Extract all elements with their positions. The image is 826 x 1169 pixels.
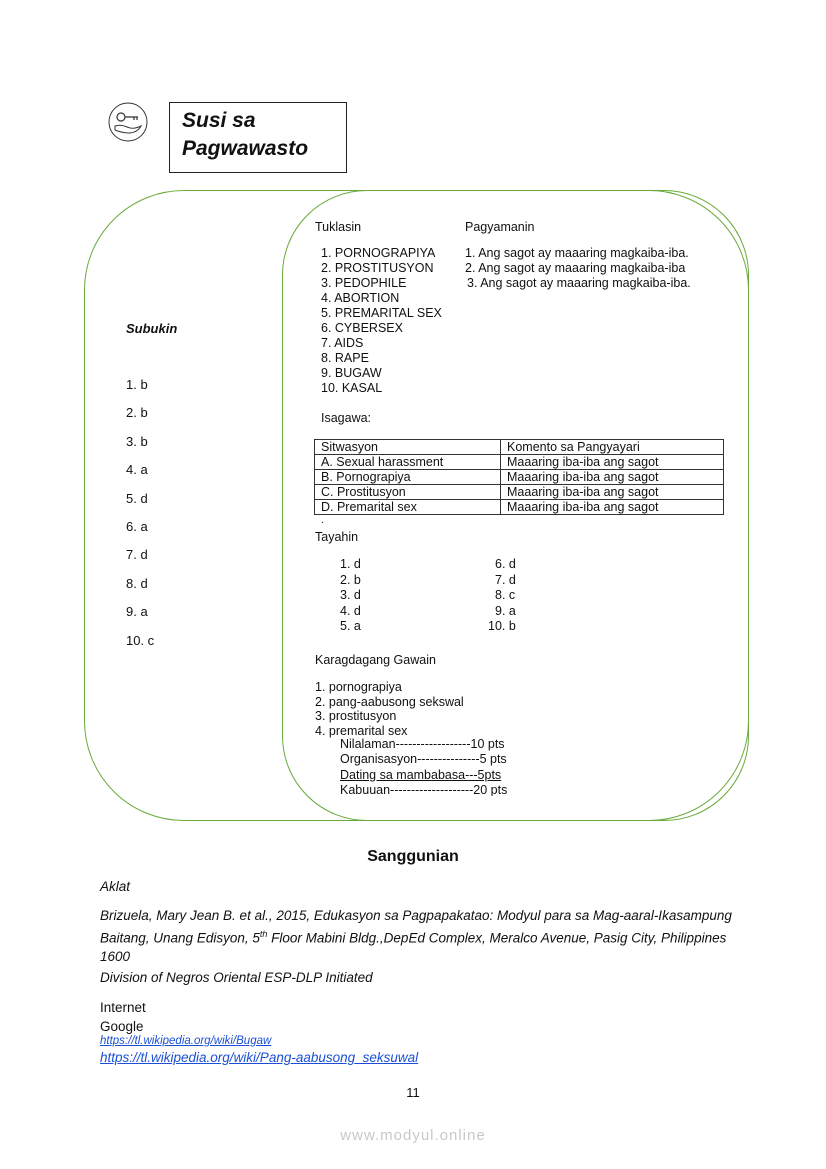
google-label: Google — [100, 1019, 144, 1034]
watermark: www.modyul.online — [340, 1127, 486, 1144]
table-cell: D. Premarital sex — [315, 500, 501, 515]
list-item: 2. PROSTITUSYON — [321, 261, 434, 275]
table-row — [315, 485, 724, 500]
rubric-line: Kabuuan--------------------20 pts — [340, 782, 508, 796]
table-cell: C. Prostitusyon — [315, 485, 501, 500]
pagyamanin-answers — [465, 246, 691, 291]
rubric-line: Organisasyon---------------5 pts — [340, 752, 507, 767]
list-item: 1. Ang sagot ay maaaring magkaiba-iba. — [465, 246, 689, 260]
tayahin-right-column — [488, 557, 516, 635]
list-item: 5. d — [126, 490, 148, 506]
table-cell: Maaaring iba-iba ang sagot — [501, 485, 724, 500]
citation-text: Floor Mabini Bldg.,DepEd Complex, Meralco Avenue, Pasig City, Philippines 1600 — [100, 930, 727, 964]
table-cell: Maaaring iba-iba ang sagot — [501, 470, 724, 485]
list-item: 5. a — [340, 619, 361, 634]
sanggunian-title: Sanggunian — [367, 848, 459, 865]
tuklasin-answers — [321, 246, 442, 396]
table-cell: Maaaring iba-iba ang sagot — [501, 455, 724, 470]
rubric-line: Dating sa mambabasa---5pts — [340, 767, 502, 782]
list-item: 9. a — [495, 603, 516, 618]
division-note: Division of Negros Oriental ESP-DLP Initiated — [100, 970, 373, 985]
book-citation — [100, 907, 740, 966]
list-item: 8. c — [495, 588, 516, 603]
list-item: 4. ABORTION — [321, 291, 400, 305]
internet-label: Internet — [100, 1000, 146, 1015]
isagawa-title: Isagawa: — [321, 411, 372, 425]
list-item: 1. b — [126, 377, 148, 392]
list-item: 1. PORNOGRAPIYA — [321, 246, 436, 260]
list-item: 3. PEDOPHILE — [321, 276, 407, 290]
page-title — [169, 102, 347, 173]
table-cell: A. Sexual harassment — [315, 455, 501, 470]
list-item: 10. KASAL — [321, 381, 383, 395]
column-header: Sitwasyon — [315, 440, 501, 455]
reference-link-pang-aabuso[interactable]: https://tl.wikipedia.org/wiki/Pang-aabusong_seksuwal — [100, 1050, 419, 1065]
rubric-line: Nilalaman------------------10 pts — [340, 737, 505, 751]
list-item: 6. d — [495, 557, 516, 571]
list-item: 8. d — [126, 575, 148, 591]
isagawa-table — [314, 439, 724, 515]
pagyamanin-title: Pagyamanin — [465, 220, 535, 234]
key-icon — [108, 102, 148, 142]
column-header: Komento sa Pangyayari — [501, 440, 724, 455]
rubric-clip — [330, 735, 550, 796]
page-number: 11 — [406, 1085, 420, 1100]
list-item: 7. AIDS — [321, 336, 364, 350]
list-item: 3. prostitusyon — [315, 709, 397, 723]
list-item: 4. premarital sex — [315, 723, 408, 738]
tuklasin-title: Tuklasin — [315, 220, 362, 234]
list-item: 4. d — [340, 603, 361, 618]
list-item: 1. d — [340, 557, 361, 571]
table-cell: B. Pornograpiya — [315, 470, 501, 485]
karagdagang-answers — [315, 680, 464, 738]
list-item: 7. d — [495, 572, 516, 587]
tayahin-title: Tayahin — [315, 530, 359, 544]
list-item: 2. Ang sagot ay maaaring magkaiba-iba — [465, 261, 686, 275]
list-item: 3. d — [340, 588, 361, 603]
list-item: 3. b — [126, 433, 148, 449]
table-header-row — [315, 440, 724, 455]
list-item: 6. a — [126, 518, 148, 534]
aklat-label: Aklat — [100, 879, 131, 894]
list-item: 6. CYBERSEX — [321, 321, 403, 335]
trailing-dot: . — [321, 515, 324, 526]
list-item: 2. pang-aabusong sekswal — [315, 694, 464, 709]
karagdagang-title: Karagdagang Gawain — [315, 653, 436, 667]
subukin-answers — [126, 377, 154, 661]
title-line-1: Susi sa — [182, 109, 256, 132]
list-item: 2. b — [126, 405, 148, 421]
subukin-title: Subukin — [126, 321, 178, 336]
table-cell: Maaaring iba-iba ang sagot — [501, 500, 724, 515]
table-row — [315, 470, 724, 485]
list-item: 10. c — [126, 632, 155, 648]
table-row — [315, 455, 724, 470]
table-row — [315, 500, 724, 515]
title-line-2: Pagwawasto — [182, 137, 309, 160]
list-item: 2. b — [340, 572, 361, 587]
list-item: 7. d — [126, 547, 148, 563]
tayahin-left-column — [340, 557, 361, 635]
list-item: 1. pornograpiya — [315, 680, 402, 694]
reference-link-bugaw[interactable]: https://tl.wikipedia.org/wiki/Bugaw — [100, 1035, 272, 1047]
citation-superscript: th — [259, 929, 268, 939]
citation-text: Brizuela, Mary Jean B. et al., 2015, Edukasyon sa Pagpapakatao: Modyul para sa Mag-aaral-Ikasampung Baitang, Unang Edisyon, 5 — [100, 908, 732, 946]
list-item: 8. RAPE — [321, 351, 369, 365]
list-item: 5. PREMARITAL SEX — [321, 306, 442, 320]
list-item: 3. Ang sagot ay maaaring magkaiba-iba. — [467, 276, 691, 290]
list-item: 4. a — [126, 462, 148, 478]
list-item: 9. BUGAW — [321, 366, 382, 380]
list-item: 10. b — [488, 619, 516, 634]
rubric — [340, 737, 507, 796]
list-item: 9. a — [126, 604, 148, 620]
